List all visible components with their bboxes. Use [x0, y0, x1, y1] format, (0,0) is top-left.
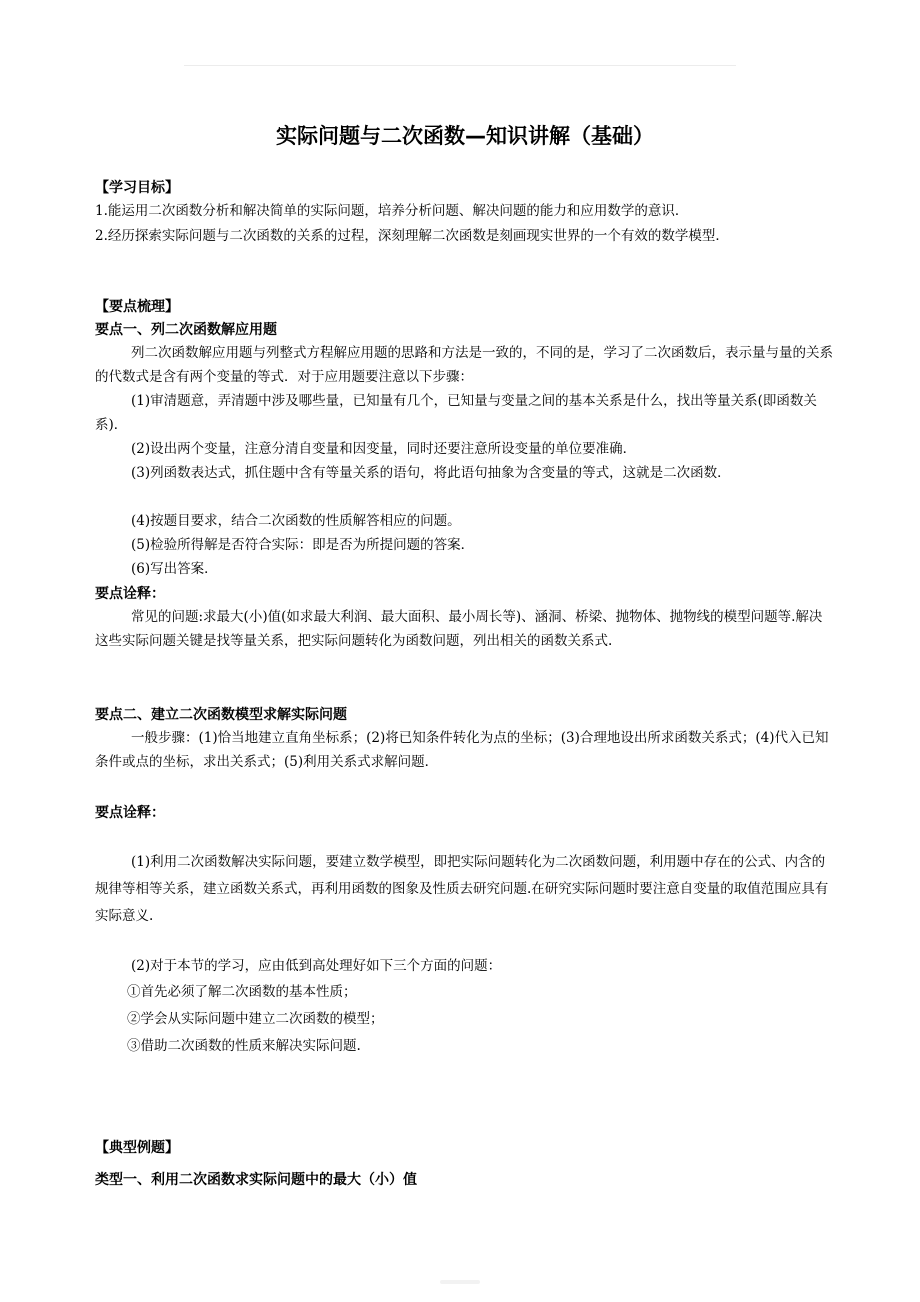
- header-rule: [184, 65, 736, 66]
- point2-steps: 一般步骤：(1)恰当地建立直角坐标系；(2)将已知条件转化为点的坐标；(3)合理地设出所求函数关系式；(4)代入已知条件或点的坐标，求出关系式；(5)利用关系式求解问题．: [95, 730, 829, 770]
- goal-item-1: 1.能运用二次函数分析和解决简单的实际问题，培养分析问题、解决问题的能力和应用数学的意识．: [95, 203, 689, 219]
- goals-heading: 【学习目标】: [95, 180, 179, 196]
- goal-item-2: 2.经历探索实际问题与二次函数的关系的过程，深刻理解二次函数是刻画现实世界的一个有效的数学模型．: [95, 228, 729, 244]
- point1-step-3: (3)列函数表达式，抓住题中含有等量关系的语句，将此语句抽象为含变量的等式，这就是二次函数．: [131, 465, 731, 481]
- point1-step-1: (1)审清题意，弄清题中涉及哪些量，已知量有几个，已知量与变量之间的基本关系是什么，找出等量关系(即函数关系)．: [95, 393, 817, 433]
- point2-note-1: (1)利用二次函数解决实际问题，要建立数学模型，即把实际问题转化为二次函数问题，利用题中存在的公式、内含的规律等相等关系，建立函数关系式，再利用函数的图象及性质去研究问题.在研究实际问题时要注意自变量的取值范围应具有实际意义.: [95, 854, 829, 924]
- point1-step-4: (4)按题目要求，结合二次函数的性质解答相应的问题。: [131, 513, 461, 529]
- point1-intro: 列二次函数解应用题与列整式方程解应用题的思路和方法是一致的，不同的是，学习了二次函数后，表示量与量的关系的代数式是含有两个变量的等式．对于应用题要注意以下步骤：: [95, 345, 833, 385]
- point2-heading: 要点二、建立二次函数模型求解实际问题: [95, 707, 347, 723]
- point1-step-5: (5)检验所得解是否符合实际：即是否为所提问题的答案．: [131, 537, 475, 553]
- point2-list-item-2: ②学会从实际问题中建立二次函数的模型；: [127, 1011, 384, 1027]
- point2-list-item-3: ③借助二次函数的性质来解决实际问题.: [127, 1038, 361, 1054]
- point2-list-item-1: ①首先必须了解二次函数的基本性质；: [127, 984, 357, 1000]
- point2-note-2: (2)对于本节的学习，应由低到高处理好如下三个方面的问题：: [131, 958, 502, 974]
- example-type1-heading: 类型一、利用二次函数求实际问题中的最大（小）值: [95, 1172, 417, 1188]
- footer-mark: [440, 1280, 480, 1284]
- point1-step-2: (2)设出两个变量，注意分清自变量和因变量，同时还要注意所设变量的单位要准确．: [131, 441, 637, 457]
- point2-note-heading: 要点诠释：: [95, 805, 165, 821]
- points-heading: 【要点梳理】: [95, 299, 179, 315]
- point1-note-heading: 要点诠释：: [95, 586, 165, 602]
- point1-note: 常见的问题:求最大(小)值(如求最大利润、最大面积、最小周长等)、涵洞、桥梁、抛物体、抛物线的模型问题等.解决这些实际问题关键是找等量关系，把实际问题转化为函数问题，列出相关的函数关系式.: [95, 609, 823, 649]
- point1-step-6: (6)写出答案．: [131, 561, 218, 577]
- point1-heading: 要点一、列二次函数解应用题: [95, 322, 277, 338]
- examples-heading: 【典型例题】: [95, 1140, 179, 1156]
- page-title: 实际问题与二次函数—知识讲解（基础）: [276, 124, 654, 148]
